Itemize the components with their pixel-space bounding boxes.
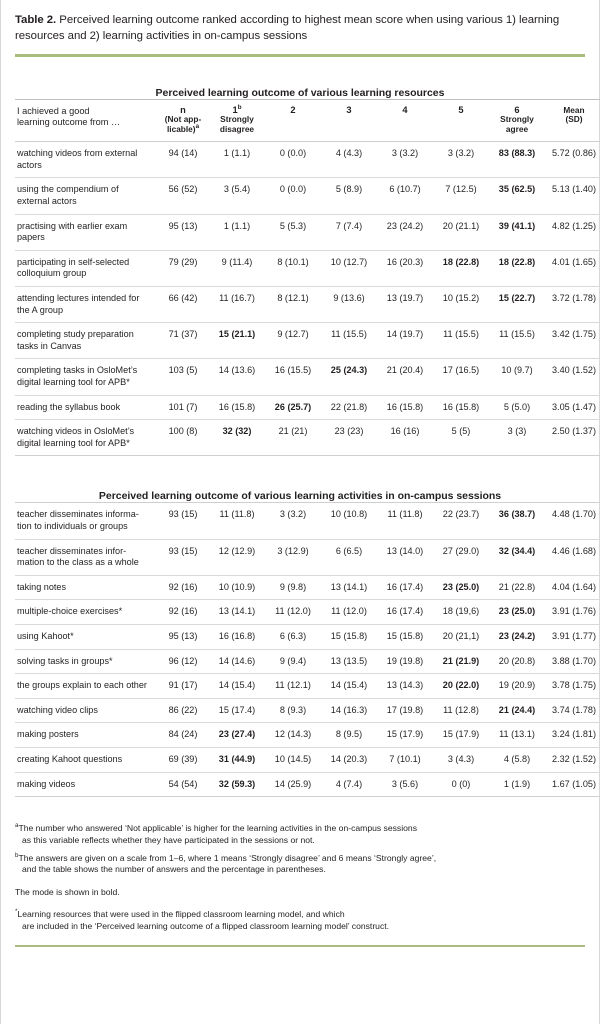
cell-score-1: 12 (12.9) [209,539,265,575]
cell-score-4: 3 (5.6) [377,772,433,797]
cell-mean: 3.42 (1.75) [545,323,600,359]
header-col-2: 2 [290,104,296,115]
cell-n: 103 (5) [157,359,209,395]
cell-score-2: 0 (0.0) [265,178,321,214]
cell-score-1: 14 (14.6) [209,649,265,674]
table-learning-activities [15,502,600,797]
cell-score-2: 11 (12.1) [265,674,321,699]
cell-score-5: 21 (21.9) [433,649,489,674]
cell-score-3: 10 (12.7) [321,250,377,286]
cell-n: 92 (16) [157,575,209,600]
cell-score-5: 15 (17.9) [433,723,489,748]
cell-score-1: 1 (1.1) [209,142,265,178]
row-label: watching videos in OsloMet’s digital learning tool for APB* [15,420,157,456]
cell-score-6: 3 (3) [489,420,545,456]
cell-mean: 5.13 (1.40) [545,178,600,214]
cell-score-4: 19 (19.8) [377,649,433,674]
cell-score-3: 9 (13.6) [321,287,377,323]
cell-score-5: 22 (23.7) [433,503,489,539]
cell-score-6: 11 (15.5) [489,323,545,359]
cell-n: 84 (24) [157,723,209,748]
cell-mean: 5.72 (0.86) [545,142,600,178]
cell-n: 71 (37) [157,323,209,359]
row-label: teacher disseminates infor-mation to the class as a whole [15,539,157,575]
cell-score-6: 35 (62.5) [489,178,545,214]
cell-mean: 3.91 (1.76) [545,600,600,625]
cell-score-1: 23 (27.4) [209,723,265,748]
table-learning-resources [15,99,600,457]
cell-n: 91 (17) [157,674,209,699]
section2-title: Perceived learning outcome of various learning activities in on-campus sessions [98,490,502,503]
cell-score-5: 11 (12.8) [433,698,489,723]
cell-score-6: 15 (22.7) [489,287,545,323]
row-label: participating in self-selected colloquium group [15,250,157,286]
caption-text: Perceived learning outcome ranked according to highest mean score when using various 1) learning resources and 2) learning activities in on-campus sessions [15,14,560,42]
cell-score-2: 11 (12.0) [265,600,321,625]
cell-score-1: 10 (10.9) [209,575,265,600]
footnote-b: $^b$The answers are given on a scale from 1–6, where 1 means ‘Strongly disagree’ and 6 means ‘Strongly agree’, and the table shows the number of answers and the percentage in parentheses. [15,851,437,875]
cell-mean: 2.50 (1.37) [545,420,600,456]
header-row-label: I achieved a good learning outcome from … [17,105,121,128]
cell-score-5: 3 (3.2) [433,142,489,178]
header-col-n: n (Not app- licable)$^a$ [164,104,202,134]
cell-score-1: 1 (1.1) [209,214,265,250]
cell-score-4: 16 (17.4) [377,600,433,625]
cell-n: 100 (8) [157,420,209,456]
cell-score-5: 20 (21.1) [433,214,489,250]
cell-mean: 4.04 (1.64) [545,575,600,600]
table-row [15,624,600,649]
cell-score-2: 8 (10.1) [265,250,321,286]
cell-n: 66 (42) [157,287,209,323]
cell-score-1: 16 (15.8) [209,395,265,420]
table-row [15,747,600,772]
cell-score-6: 4 (5.8) [489,747,545,772]
cell-score-1: 11 (16.7) [209,287,265,323]
cell-score-6: 21 (24.4) [489,698,545,723]
cell-n: 69 (39) [157,747,209,772]
cell-score-6: 83 (88.3) [489,142,545,178]
cell-mean: 4.48 (1.70) [545,503,600,539]
cell-score-4: 17 (19.8) [377,698,433,723]
cell-score-6: 1 (1.9) [489,772,545,797]
cell-score-3: 4 (4.3) [321,142,377,178]
cell-score-4: 23 (24.2) [377,214,433,250]
table-row [15,395,600,420]
cell-score-6: 21 (22.8) [489,575,545,600]
cell-n: 92 (16) [157,600,209,625]
cell-score-2: 26 (25.7) [265,395,321,420]
row-label: using the compendium of external actors [15,178,157,214]
cell-score-3: 14 (15.4) [321,674,377,699]
cell-mean: 3.05 (1.47) [545,395,600,420]
cell-mean: 2.32 (1.52) [545,747,600,772]
header-col-3: 3 [346,104,352,115]
table1-header-row [15,99,600,142]
cell-score-6: 32 (34.4) [489,539,545,575]
row-label: completing tasks in OsloMet’s digital learning tool for APB* [15,359,157,395]
row-label: the groups explain to each other [15,674,157,699]
cell-score-5: 27 (29.0) [433,539,489,575]
cell-score-6: 20 (20.8) [489,649,545,674]
table-row [15,649,600,674]
cell-mean: 3.91 (1.77) [545,624,600,649]
cell-mean: 3.72 (1.78) [545,287,600,323]
cell-mean: 3.40 (1.52) [545,359,600,395]
table-row [15,214,600,250]
cell-score-6: 19 (20.9) [489,674,545,699]
cell-score-4: 6 (10.7) [377,178,433,214]
cell-n: 96 (12) [157,649,209,674]
cell-score-2: 10 (14.5) [265,747,321,772]
cell-score-2: 9 (9.8) [265,575,321,600]
row-label: reading the syllabus book [15,395,157,420]
cell-n: 94 (14) [157,142,209,178]
cell-score-4: 16 (17.4) [377,575,433,600]
cell-score-6: 23 (24.2) [489,624,545,649]
cell-score-3: 11 (15.5) [321,323,377,359]
cell-score-1: 3 (5.4) [209,178,265,214]
cell-score-4: 21 (20.4) [377,359,433,395]
cell-score-3: 25 (24.3) [321,359,377,395]
row-label: watching video clips [15,698,157,723]
footnote-star: *Learning resources that were used in the flipped classroom learning model, and which are included in the ‘Perceived learning outcome of a flipped classroom learning model’ construct. [15,908,390,931]
cell-score-4: 13 (14.0) [377,539,433,575]
cell-score-6: 11 (13.1) [489,723,545,748]
cell-score-1: 14 (15.4) [209,674,265,699]
cell-score-3: 4 (7.4) [321,772,377,797]
header-col-4: 4 [402,104,408,115]
cell-score-3: 13 (14.1) [321,575,377,600]
cell-score-2: 21 (21) [265,420,321,456]
cell-score-6: 18 (22.8) [489,250,545,286]
table-row [15,698,600,723]
cell-n: 79 (29) [157,250,209,286]
cell-score-5: 16 (15.8) [433,395,489,420]
cell-score-1: 11 (11.8) [209,503,265,539]
cell-n: 101 (7) [157,395,209,420]
cell-score-2: 8 (9.3) [265,698,321,723]
table-row [15,772,600,797]
cell-score-6: 10 (9.7) [489,359,545,395]
cell-score-1: 16 (16.8) [209,624,265,649]
cell-score-3: 14 (16.3) [321,698,377,723]
cell-score-6: 5 (5.0) [489,395,545,420]
table-row [15,600,600,625]
cell-score-2: 3 (12.9) [265,539,321,575]
cell-score-4: 13 (14.3) [377,674,433,699]
cell-score-2: 9 (9.4) [265,649,321,674]
cell-score-1: 13 (14.1) [209,600,265,625]
row-label: watching videos from external actors [15,142,157,178]
cell-score-3: 13 (13.5) [321,649,377,674]
cell-score-4: 16 (20.3) [377,250,433,286]
row-label: completing study preparation tasks in Canvas [15,323,157,359]
table-row [15,420,600,456]
cell-score-5: 5 (5) [433,420,489,456]
cell-score-4: 16 (16) [377,420,433,456]
cell-n: 95 (13) [157,624,209,649]
cell-score-3: 22 (21.8) [321,395,377,420]
cell-score-5: 20 (22.0) [433,674,489,699]
header-col-1: 1$^b$ Strongly disagree [219,103,255,134]
cell-score-3: 6 (6.5) [321,539,377,575]
row-label: solving tasks in groups* [15,649,157,674]
row-label: practising with earlier exam papers [15,214,157,250]
table-row [15,287,600,323]
cell-score-5: 7 (12.5) [433,178,489,214]
cell-mean: 4.46 (1.68) [545,539,600,575]
table2-body [15,503,600,797]
cell-score-3: 11 (12.0) [321,600,377,625]
cell-score-1: 31 (44.9) [209,747,265,772]
footnote-a: $^a$The number who answered ‘Not applicable’ is higher for the learning activities in the on-campus sessions as this variable reflects whether they have participated in the sessions or not. [15,822,417,845]
cell-score-2: 12 (14.3) [265,723,321,748]
cell-n: 86 (22) [157,698,209,723]
footnotes [15,797,585,933]
cell-score-1: 32 (32) [209,420,265,456]
cell-score-5: 10 (15.2) [433,287,489,323]
table-row [15,178,600,214]
cell-mean: 3.88 (1.70) [545,649,600,674]
cell-score-4: 11 (11.8) [377,503,433,539]
cell-score-5: 23 (25.0) [433,575,489,600]
cell-mean: 4.82 (1.25) [545,214,600,250]
cell-score-6: 39 (41.1) [489,214,545,250]
row-label: using Kahoot* [15,624,157,649]
table-row [15,539,600,575]
cell-score-4: 7 (10.1) [377,747,433,772]
cell-score-1: 14 (13.6) [209,359,265,395]
cell-score-5: 11 (15.5) [433,323,489,359]
cell-score-2: 0 (0.0) [265,142,321,178]
cell-score-3: 10 (10.8) [321,503,377,539]
section1-title: Perceived learning outcome of various learning resources [155,86,445,99]
cell-mean: 4.01 (1.65) [545,250,600,286]
cell-score-3: 7 (7.4) [321,214,377,250]
footnote-mode: The mode is shown in bold. [15,887,120,898]
cell-score-4: 3 (3.2) [377,142,433,178]
caption-label: Table 2. [15,14,57,26]
cell-score-1: 15 (17.4) [209,698,265,723]
cell-score-6: 23 (25.0) [489,600,545,625]
row-label: making posters [15,723,157,748]
accent-rule-bottom [15,945,585,948]
spacer-above-section1 [15,57,585,87]
cell-n: 95 (13) [157,214,209,250]
cell-score-2: 5 (5.3) [265,214,321,250]
cell-score-5: 3 (4.3) [433,747,489,772]
row-label: attending lectures intended for the A group [15,287,157,323]
cell-score-5: 17 (16.5) [433,359,489,395]
cell-mean: 3.74 (1.78) [545,698,600,723]
cell-score-2: 9 (12.7) [265,323,321,359]
row-label: multiple-choice exercises* [15,600,157,625]
cell-score-2: 8 (12.1) [265,287,321,323]
cell-mean: 3.24 (1.81) [545,723,600,748]
cell-score-2: 6 (6.3) [265,624,321,649]
table-row [15,323,600,359]
table-row [15,575,600,600]
table-row [15,723,600,748]
table-row [15,674,600,699]
table1-body [15,142,600,456]
cell-score-3: 15 (15.8) [321,624,377,649]
cell-n: 54 (54) [157,772,209,797]
cell-score-2: 16 (15.5) [265,359,321,395]
cell-score-5: 18 (22.8) [433,250,489,286]
row-label: making videos [15,772,157,797]
cell-mean: 1.67 (1.05) [545,772,600,797]
row-label: taking notes [15,575,157,600]
cell-score-2: 14 (25.9) [265,772,321,797]
table-caption [15,0,585,44]
header-col-5: 5 [458,104,464,115]
cell-score-5: 0 (0) [433,772,489,797]
cell-score-3: 8 (9.5) [321,723,377,748]
cell-score-3: 5 (8.9) [321,178,377,214]
cell-score-5: 18 (19,6) [433,600,489,625]
cell-score-1: 9 (11.4) [209,250,265,286]
cell-n: 93 (15) [157,539,209,575]
table-row [15,503,600,539]
cell-n: 93 (15) [157,503,209,539]
cell-score-2: 3 (3.2) [265,503,321,539]
cell-score-4: 14 (19.7) [377,323,433,359]
cell-score-1: 15 (21.1) [209,323,265,359]
row-label: creating Kahoot questions [15,747,157,772]
cell-score-4: 15 (17.9) [377,723,433,748]
table-row [15,142,600,178]
cell-score-6: 36 (38.7) [489,503,545,539]
cell-score-5: 20 (21,1) [433,624,489,649]
cell-score-3: 14 (20.3) [321,747,377,772]
spacer-between-sections [15,456,585,490]
header-col-6: 6 Strongly agree [500,104,534,134]
table-row [15,359,600,395]
header-col-mean: Mean (SD) [563,104,585,125]
cell-mean: 3.78 (1.75) [545,674,600,699]
row-label: teacher disseminates informa-tion to individuals or groups [15,503,157,539]
cell-score-4: 16 (15.8) [377,395,433,420]
cell-score-4: 15 (15.8) [377,624,433,649]
cell-score-1: 32 (59.3) [209,772,265,797]
table-row [15,250,600,286]
cell-score-3: 23 (23) [321,420,377,456]
cell-score-4: 13 (19.7) [377,287,433,323]
cell-n: 56 (52) [157,178,209,214]
